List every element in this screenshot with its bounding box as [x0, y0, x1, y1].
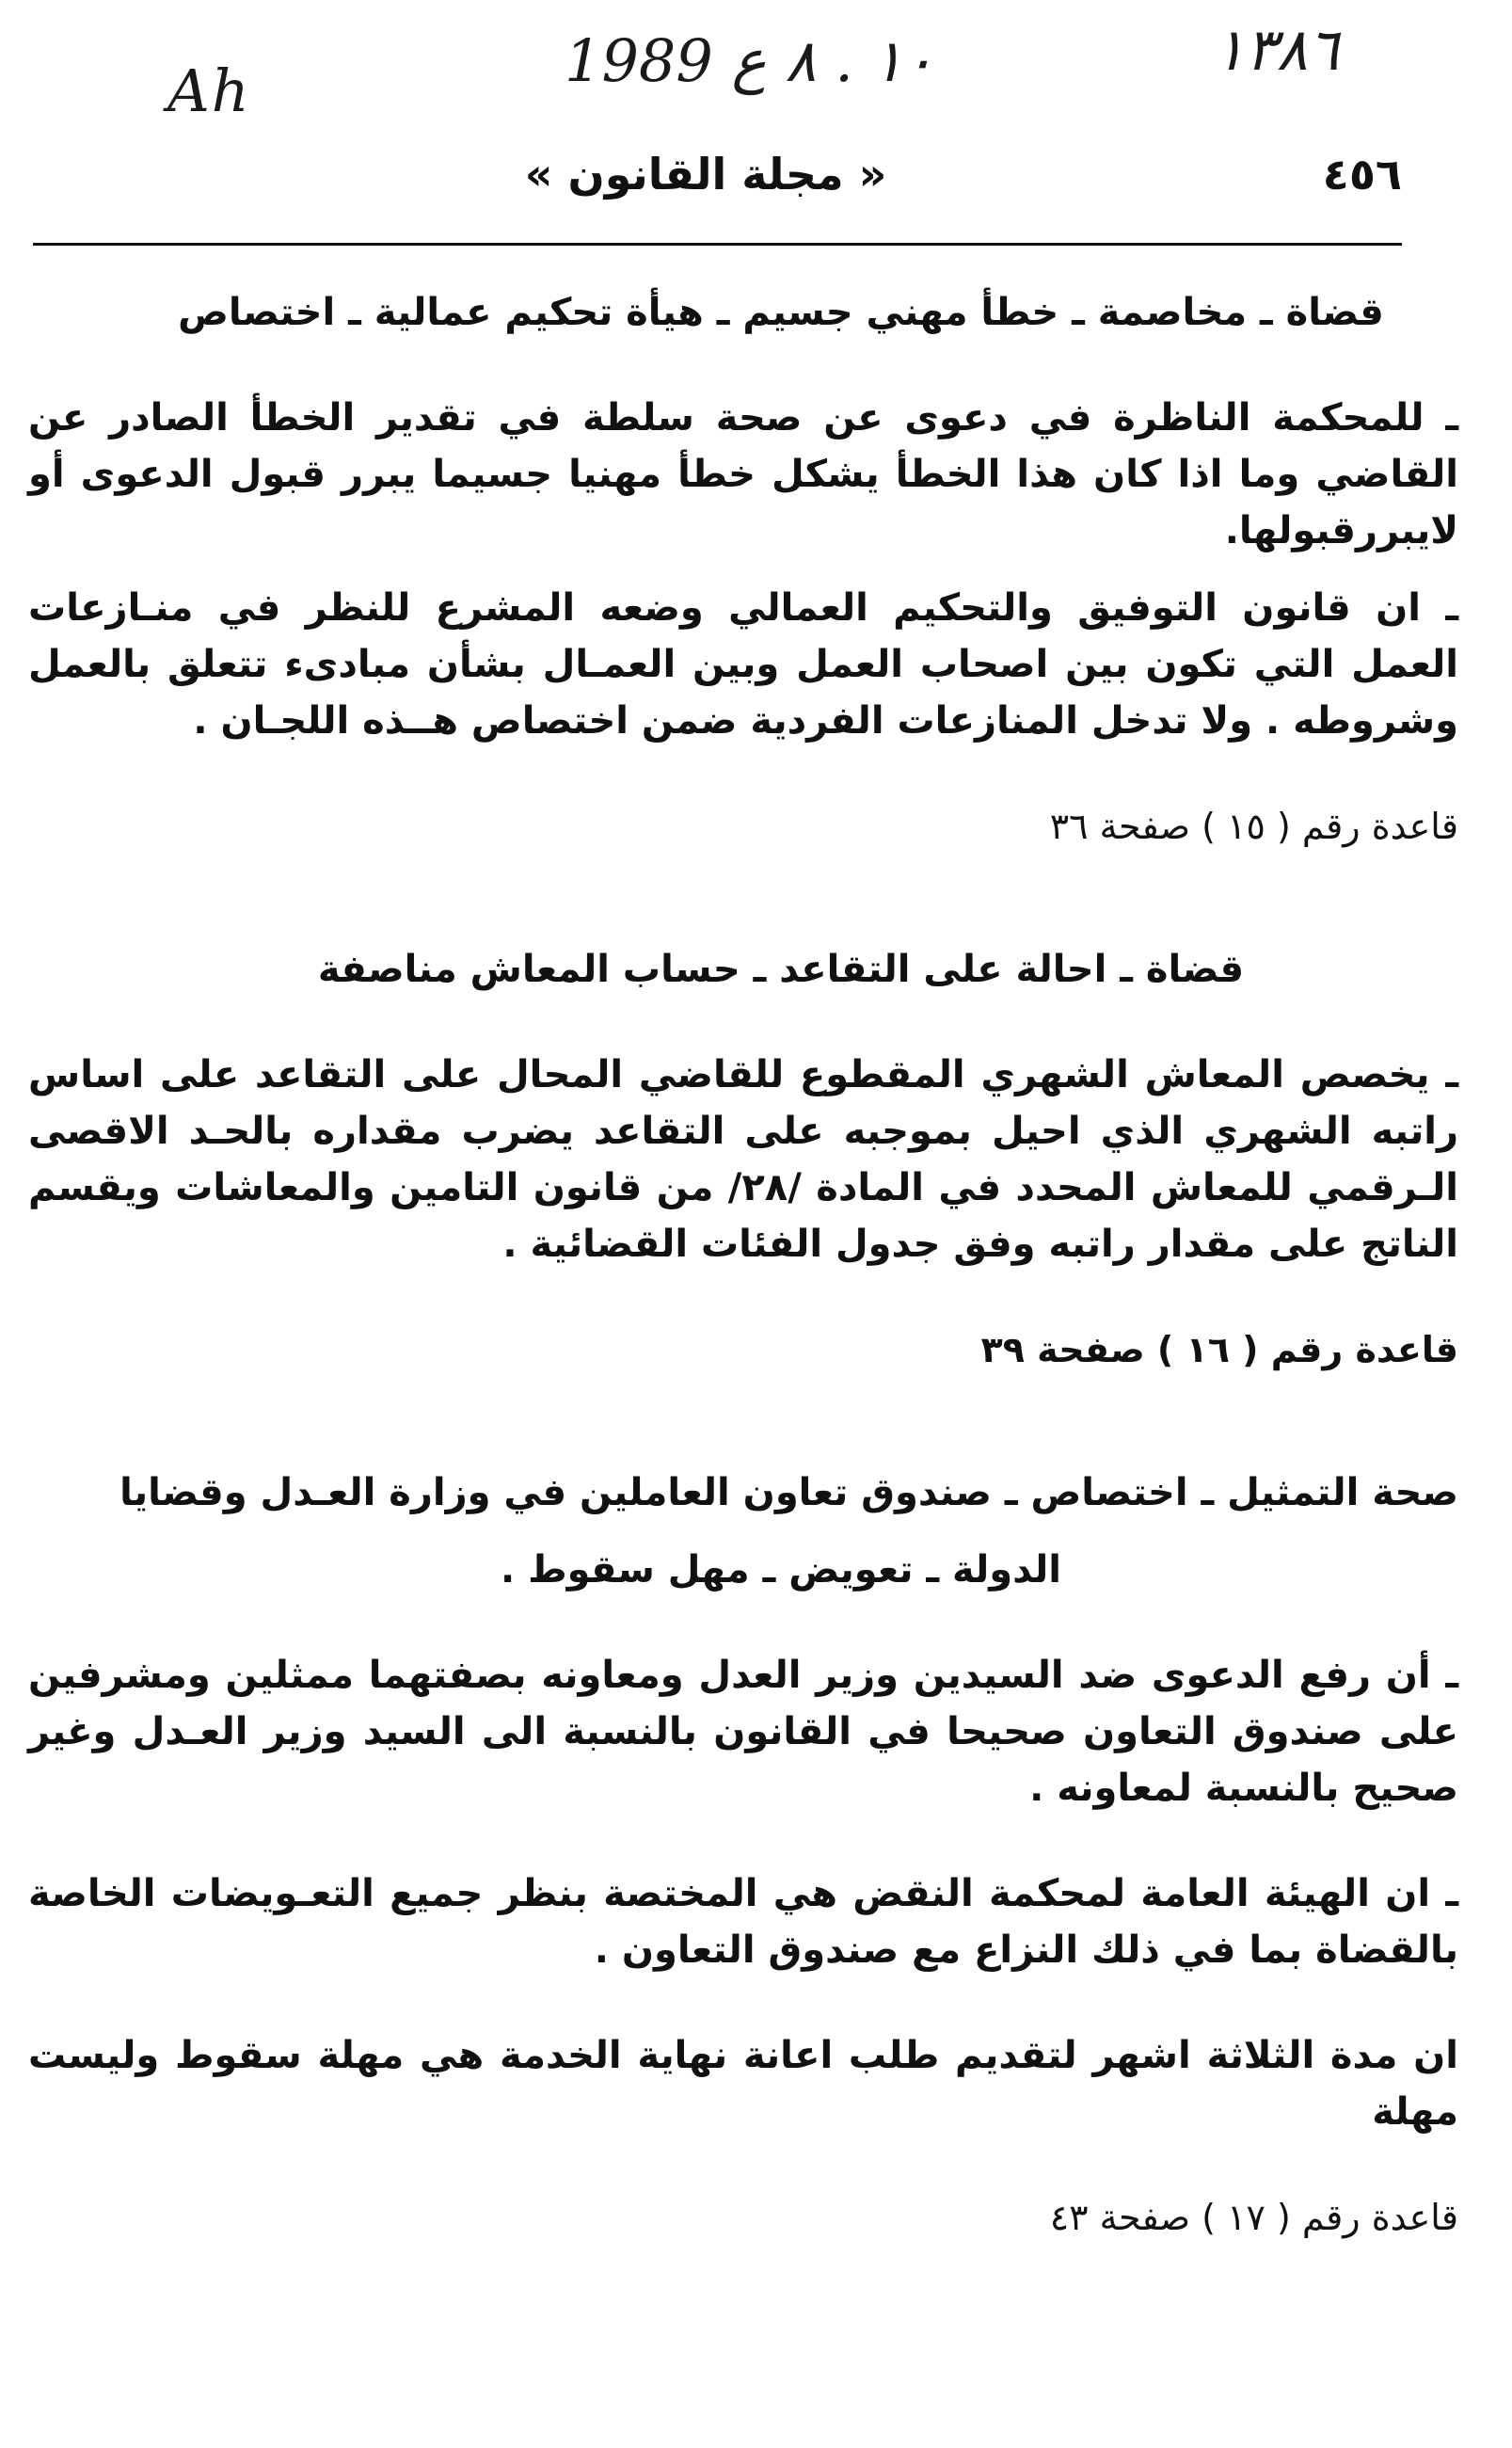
page-number: ٤٥٦ — [1322, 149, 1402, 200]
section-heading-continued: الدولة ـ تعويض ـ مهل سقوط . — [501, 1548, 1061, 1592]
rule-reference: قاعدة رقم ( ١٧ ) صفحة ٤٣ — [1049, 2197, 1458, 2238]
ruling-paragraph: ان مدة الثلاثة اشهر لتقديم طلب اعانة نهاية الخدمة هي مهلة سقوط وليست مهلة — [28, 2034, 1458, 2134]
page-header — [28, 149, 1402, 215]
rule-reference: قاعدة رقم ( ١٦ ) صفحة ٣٩ — [980, 1329, 1458, 1370]
section-heading: صحة التمثيل ـ اختصاص ـ صندوق تعاون العاملين في وزارة العـدل وقضايا — [119, 1471, 1458, 1514]
section-heading: قضاة ـ مخاصمة ـ خطأ مهني جسيم ـ هيأة تحكيم عمالية ـ اختصاص — [178, 291, 1384, 334]
ruling-paragraph: ـ ان قانون التوفيق والتحكيم العمالي وضعه المشرع للنظر في منـازعات العمل التي تكون بين اصحاب العمل وبين العمـال بشأن مبادىء تتعلق بالعمل وشروطه . ولا تدخل المنازعات الفردية ضمن اختصاص هــذه اللجـان . — [28, 586, 1458, 743]
handwritten-initials: Ah — [167, 56, 251, 125]
document-body — [28, 264, 1458, 2246]
ruling-paragraph: ـ أن رفع الدعوى ضد السيدين وزير العدل ومعاونه بصفتهما ممثلين ومشرفين على صندوق التعاون صحيحا في القانون بالنسبة الى السيد وزير العـدل وغير صحيح بالنسبة لمعاونه . — [28, 1654, 1458, 1810]
rule-reference: قاعدة رقم ( ١٥ ) صفحة ٣٦ — [1049, 806, 1458, 847]
journal-title: « مجلة القانون » — [524, 149, 887, 200]
ruling-paragraph: ـ ان الهيئة العامة لمحكمة النقض هي المختصة بنظر جميع التعـويضات الخاصة بالقضاة بما في ذلك النزاع مع صندوق التعاون . — [28, 1872, 1458, 1972]
handwritten-date: ١٠ . ٨ ع 1989 — [565, 26, 935, 95]
ruling-paragraph: ـ للمحكمة الناظرة في دعوى عن صحة سلطة في تقدير الخطأ الصادر عن القاضي وما اذا كان هذا الخطأ يشكل خطأ مهنيا جسيما يبرر قبول الدعوى أو لايبررقبولها. — [28, 396, 1458, 552]
section-heading: قضاة ـ احالة على التقاعد ـ حساب المعاش مناصفة — [317, 948, 1245, 991]
ruling-paragraph: ـ يخصص المعاش الشهري المقطوع للقاضي المحال على التقاعد على اساس راتبه الشهري الذي احيل بموجبه على التقاعد يضرب مقداره بالحـد الاقصى الـرقمي للمعاش المحدد في المادة /٢٨/ من قانون التامين والمعاشات ويقسم الناتج على مقدار راتبه وفق جدول الفئات القضائية . — [28, 1053, 1458, 1266]
handwritten-reference-number: ١٣٨٦ — [1214, 15, 1340, 84]
header-divider — [33, 243, 1402, 246]
